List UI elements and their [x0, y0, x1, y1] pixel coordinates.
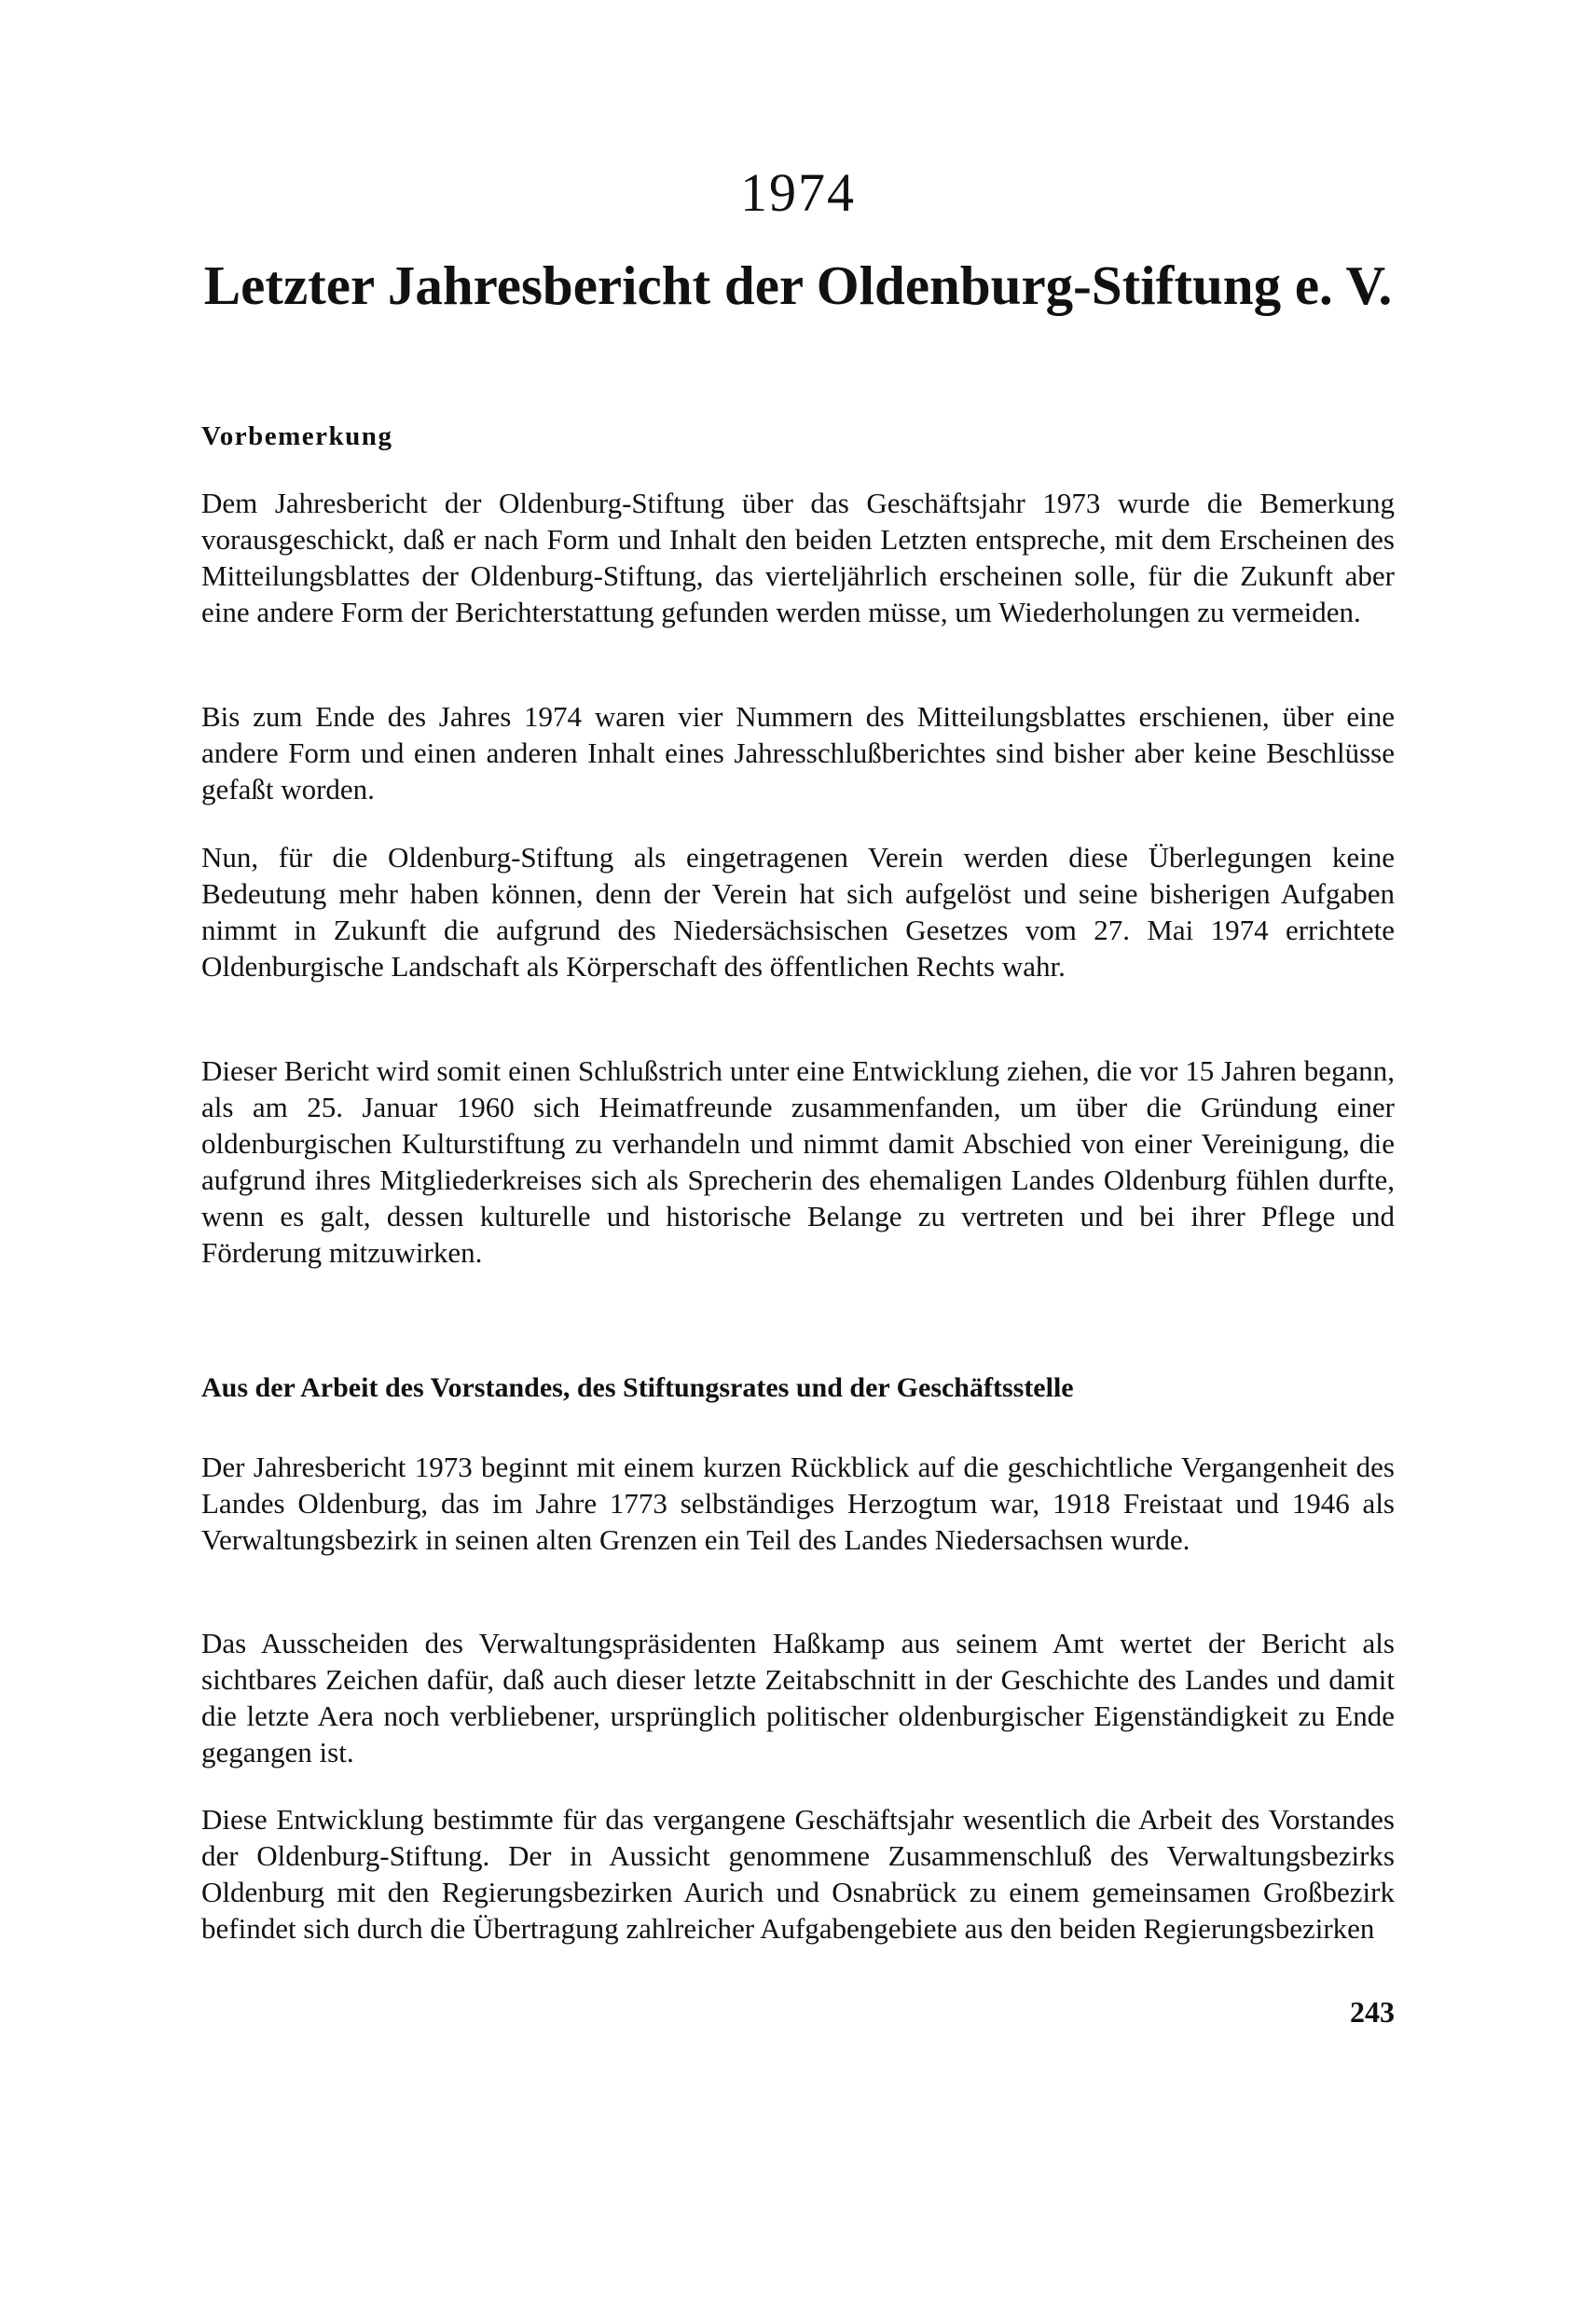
document-year: 1974 [740, 162, 856, 223]
paragraph: Der Jahresbericht 1973 beginnt mit einem kurzen Rückblick auf die geschichtliche Vergangenheit des Landes Oldenburg, das im Jahre 1773 selbständiges Herzogtum war, 1918 Freistaat und 1946 als Verwaltungsbezirk in seinen alten Grenzen ein Teil des Landes Niedersachsen wurde. [201, 1451, 1395, 1556]
paragraph: Dem Jahresbericht der Oldenburg-Stiftung über das Geschäftsjahr 1973 wurde die Bemerkung vorausgeschickt, daß er nach Form und Inhalt den beiden Letzten entspreche, mit dem Erscheinen des Mitteilungsblattes der Oldenburg-Stiftung, das vierteljährlich erscheinen solle, für die Zukunft aber eine andere Form der Berichterstattung gefunden werden müsse, um Wiederholungen zu vermeiden. [201, 487, 1395, 628]
section-heading-arbeit: Aus der Arbeit des Vorstandes, des Stiftungsrates und der Geschäftsstelle [201, 1372, 1074, 1403]
paragraph: Diese Entwicklung bestimmte für das vergangene Geschäftsjahr wesentlich die Arbeit des Vorstandes der Oldenburg-Stiftung. Der in Aussicht genommene Zusammenschluß des Verwaltungsbezirks Oldenburg mit den Regierungsbezirken Aurich und Osnabrück zu einem gemeinsamen Großbezirk befindet sich durch die Übertragung zahlreicher Aufgabengebiete aus den beiden Regierungsbezirken [201, 1803, 1395, 1945]
paragraph: Nun, für die Oldenburg-Stiftung als eingetragenen Verein werden diese Überlegungen keine Bedeutung mehr haben können, denn der Verein hat sich aufgelöst und seine bisherigen Aufgaben nimmt in Zukunft die aufgrund des Niedersächsischen Gesetzes vom 27. Mai 1974 errichtete Oldenburgische Landschaft als Körperschaft des öffentlichen Rechts wahr. [201, 841, 1395, 983]
document-title: Letzter Jahresbericht der Oldenburg-Stiftung e. V. [203, 255, 1393, 316]
paragraph: Das Ausscheiden des Verwaltungspräsidenten Haßkamp aus seinem Amt wertet der Bericht als sichtbares Zeichen dafür, daß auch dieser letzte Zeitabschnitt in der Geschichte des Landes und damit die letzte Aera noch verbliebener, ursprünglich politischer oldenburgischer Eigenständigkeit zu Ende gegangen ist. [201, 1627, 1395, 1768]
paragraph: Dieser Bericht wird somit einen Schlußstrich unter eine Entwicklung ziehen, die vor 15 Jahren begann, als am 25. Januar 1960 sich Heimatfreunde zusammenfanden, um über die Gründung einer oldenburgischen Kulturstiftung zu verhandeln und nimmt damit Abschied von einer Vereinigung, die aufgrund ihres Mitgliederkreises sich als Sprecherin des ehemaligen Landes Oldenburg fühlen durfte, wenn es galt, dessen kulturelle und historische Belange zu vertreten und bei ihrer Pflege und Förderung mitzuwirken. [201, 1054, 1395, 1269]
paragraph: Bis zum Ende des Jahres 1974 waren vier Nummern des Mitteilungsblattes erschienen, über eine andere Form und einen anderen Inhalt eines Jahresschlußberichtes sind bisher aber keine Beschlüsse gefaßt worden. [201, 700, 1395, 805]
section-heading-vorbemerkung: Vorbemerkung [201, 421, 393, 451]
page-number: 243 [1350, 1995, 1395, 2029]
